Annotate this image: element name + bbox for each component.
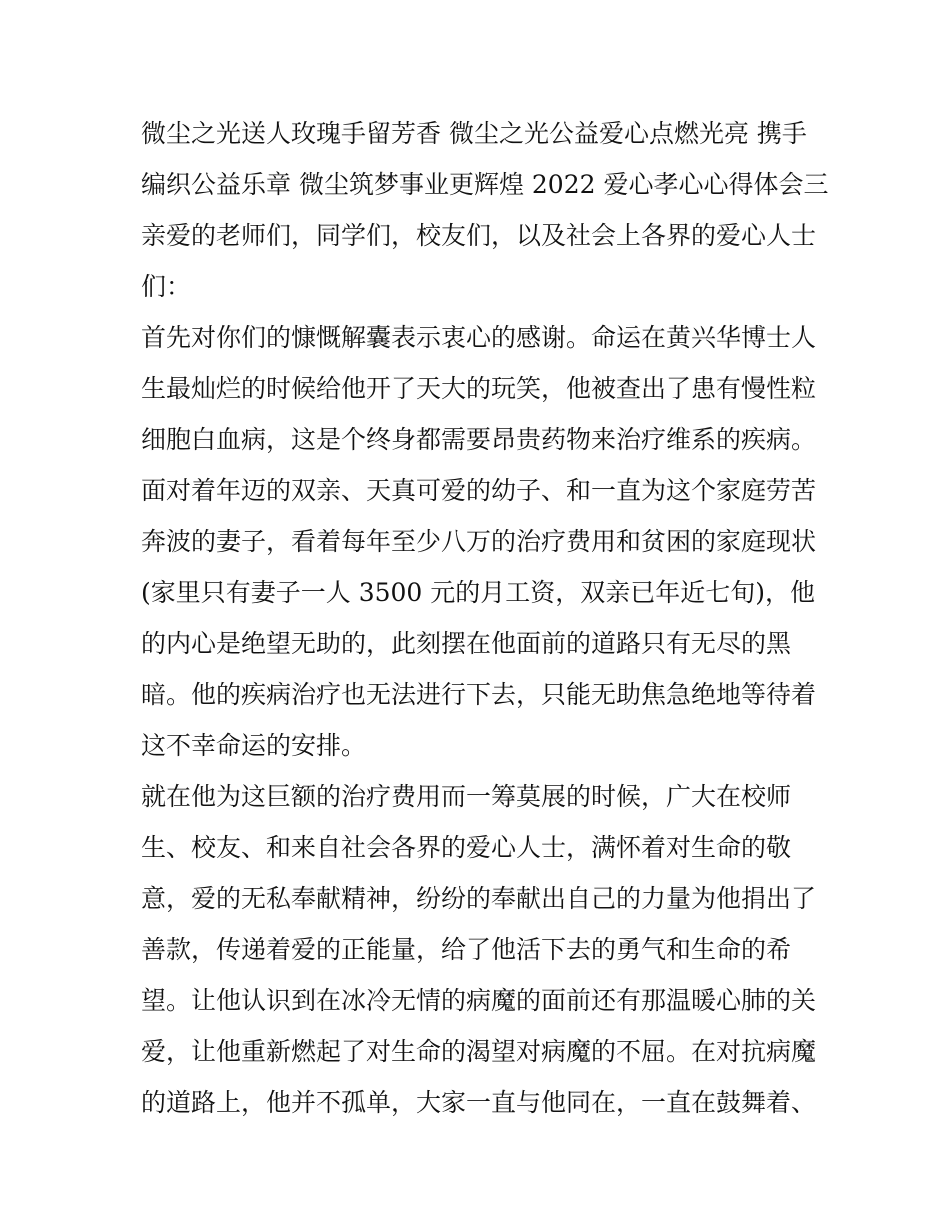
- text-line: 的内心是绝望无助的，此刻摆在他面前的道路只有无尽的黑: [141, 629, 792, 658]
- text-line: 的道路上，他并不孤单，大家一直与他同在，一直在鼓舞着、: [141, 1088, 817, 1117]
- text-line: 亲爱的老师们，同学们，校友们，以及社会上各界的爱心人士: [141, 221, 817, 250]
- text-line: 生最灿烂的时候给他开了天大的玩笑，他被查出了患有慢性粒: [141, 374, 817, 403]
- text-line: 编织公益乐章 微尘筑梦事业更辉煌 2022 爱心孝心心得体会三: [141, 170, 829, 199]
- text-line: 爱，让他重新燃起了对生命的渴望对病魔的不屈。在对抗病魔: [141, 1037, 817, 1066]
- text-line: 善款，传递着爱的正能量，给了他活下去的勇气和生命的希: [141, 935, 792, 964]
- text-line: 面对着年迈的双亲、天真可爱的幼子、和一直为这个家庭劳苦: [141, 476, 817, 505]
- text-line: 微尘之光送人玫瑰手留芳香 微尘之光公益爱心点燃光亮 携手: [141, 119, 807, 148]
- text-line: (家里只有妻子一人 3500 元的月工资，双亲已年近七旬)，他: [141, 578, 816, 607]
- text-line: 们：: [141, 272, 192, 301]
- text-line: 首先对你们的慷慨解囊表示衷心的感谢。命运在黄兴华博士人: [141, 323, 817, 352]
- text-line: 望。让他认识到在冰冷无情的病魔的面前还有那温暖心肺的关: [141, 986, 817, 1015]
- text-line: 奔波的妻子，看着每年至少八万的治疗费用和贫困的家庭现状: [141, 527, 817, 556]
- text-line: 就在他为这巨额的治疗费用而一筹莫展的时候，广大在校师: [141, 782, 792, 811]
- text-line: 生、校友、和来自社会各界的爱心人士，满怀着对生命的敬: [141, 833, 792, 862]
- text-line: 意，爱的无私奉献精神，纷纷的奉献出自己的力量为他捐出了: [141, 884, 817, 913]
- text-line: 细胞白血病，这是个终身都需要昂贵药物来治疗维系的疾病。: [141, 425, 817, 454]
- document-body: [141, 108, 829, 1128]
- text-line: 这不幸命运的安排。: [141, 731, 367, 760]
- text-line: 暗。他的疾病治疗也无法进行下去，只能无助焦急绝地等待着: [141, 680, 817, 709]
